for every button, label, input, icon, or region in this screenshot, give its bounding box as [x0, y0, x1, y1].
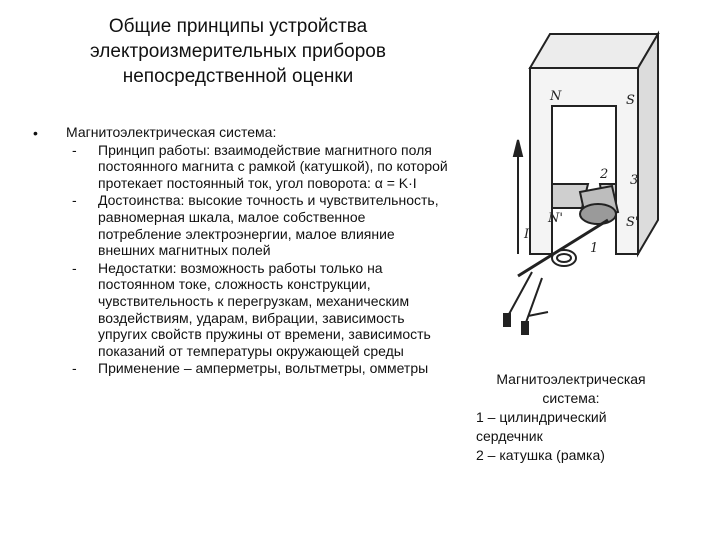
bullet-marker: •	[33, 125, 38, 141]
dash-marker: -	[72, 141, 77, 158]
magnet-side	[638, 34, 658, 254]
sub-item-text: Недостатки: возможность работы только на постоянном токе, сложность конструкции, чувствительность к перегрузкам, механическим воздействиям, ударам, вибрации, зависимость упругих свойств пружины от времени, зависимость показаний от температуры окружающей среды	[98, 259, 431, 359]
label-3: 3	[630, 173, 639, 188]
label-south-pole: S'	[626, 215, 639, 230]
sub-item-advantages	[66, 192, 452, 258]
label-north-pole: N'	[548, 211, 563, 226]
label-north: N	[550, 89, 562, 104]
cylinder-core	[580, 204, 616, 224]
caption-line-2: система:	[542, 390, 600, 406]
dash-marker: -	[72, 192, 77, 209]
label-south: S	[626, 93, 635, 108]
lead-wire	[508, 272, 548, 328]
magnet-top	[530, 34, 658, 68]
label-2: 2	[600, 167, 609, 182]
sub-item-text: Принцип работы: взаимодействие магнитного поля постоянного магнита с рамкой (катушкой), по которой протекает постоянный ток, угол поворота: α = K·I	[98, 141, 448, 191]
bullet-heading: Магнитоэлектрическая система:	[66, 124, 277, 140]
label-1: 1	[590, 241, 599, 256]
sub-item-disadvantages	[66, 260, 452, 360]
magnetoelectric-mechanism-drawing	[488, 16, 688, 336]
dash-marker: -	[72, 360, 77, 377]
sub-item-application	[66, 360, 452, 377]
label-current: I	[524, 227, 530, 242]
caption-line-4: 2 – катушка (рамка)	[476, 447, 605, 463]
bullet-item	[22, 124, 452, 377]
sub-item-text: Достоинства: высокие точность и чувствительность, равномерная шкала, малое собственное потребление электроэнергии, малое влияние внешних магнитных полей	[98, 192, 439, 259]
magnet-front	[530, 68, 638, 254]
content-list	[22, 124, 452, 377]
sub-item-text: Применение – амперметры, вольтметры, омметры	[98, 360, 429, 377]
pointer-arrow	[514, 140, 522, 156]
slide-title: Общие принципы устройства электроизмерительных приборов непосредственной оценки	[90, 16, 386, 87]
sub-item-principle	[66, 142, 452, 192]
caption-line-3: 1 – цилиндрический сердечник	[476, 409, 607, 444]
caption-line-1: Магнитоэлектрическая	[496, 371, 646, 387]
dash-marker: -	[72, 259, 77, 276]
figure-caption	[476, 370, 666, 465]
